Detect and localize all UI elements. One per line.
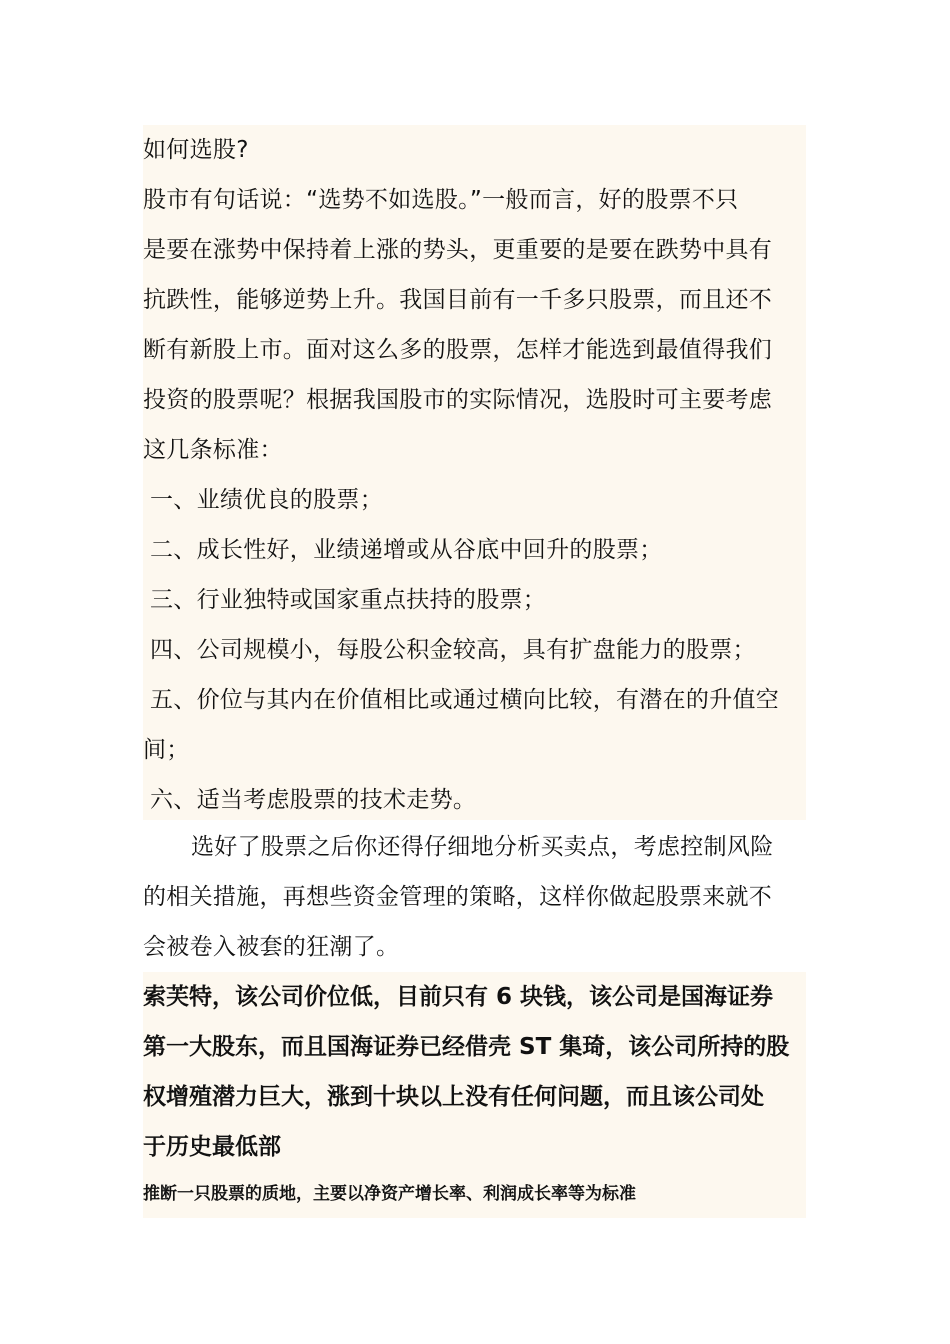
bold-line: 于历史最低部 <box>143 1134 281 1160</box>
intro-line: 这几条标准： <box>143 437 283 463</box>
doc-title: 如何选股? <box>143 137 249 163</box>
bold-line: 索芙特，该公司价位低，目前只有 6 块钱，该公司是国海证券 <box>143 984 774 1010</box>
criteria-item: 二、成长性好，业绩递增或从谷底中回升的股票； <box>150 537 663 563</box>
criteria-item-wrap: 间； <box>143 737 190 763</box>
criteria-item: 三、行业独特或国家重点扶持的股票； <box>150 587 547 613</box>
criteria-item: 四、公司规模小，每股公积金较高，具有扩盘能力的股票； <box>150 637 756 663</box>
bold-section <box>143 972 806 1218</box>
closing-paragraph <box>143 822 806 972</box>
intro-line: 断有新股上市。面对这么多的股票，怎样才能选到最值得我们 <box>143 337 773 363</box>
closing-line: 的相关措施，再想些资金管理的策略，这样你做起股票来就不 <box>143 884 773 910</box>
closing-line: 选好了股票之后你还得仔细地分析买卖点，考虑控制风险 <box>191 834 774 860</box>
shaded-section <box>143 125 806 820</box>
closing-line: 会被卷入被套的狂潮了。 <box>143 934 400 960</box>
criteria-item: 六、适当考虑股票的技术走势。 <box>150 787 477 813</box>
intro-line: 股市有句话说：“选势不如选股。”一般而言，好的股票不只 <box>143 187 739 213</box>
bold-line: 第一大股东，而且国海证券已经借壳 ST 集琦，该公司所持的股 <box>143 1034 790 1060</box>
criteria-item: 一、业绩优良的股票； <box>150 487 383 513</box>
footer-note: 推断一只股票的质地，主要以净资产增长率、利润成长率等为标准 <box>143 1184 636 1204</box>
intro-line: 是要在涨势中保持着上涨的势头，更重要的是要在跌势中具有 <box>143 237 773 263</box>
criteria-item: 五、价位与其内在价值相比或通过横向比较，有潜在的升值空 <box>150 687 780 713</box>
bold-line: 权增殖潜力巨大，涨到十块以上没有任何问题，而且该公司处 <box>143 1084 764 1110</box>
intro-line: 投资的股票呢？根据我国股市的实际情况，选股时可主要考虑 <box>143 387 773 413</box>
intro-line: 抗跌性，能够逆势上升。我国目前有一千多只股票，而且还不 <box>143 287 773 313</box>
